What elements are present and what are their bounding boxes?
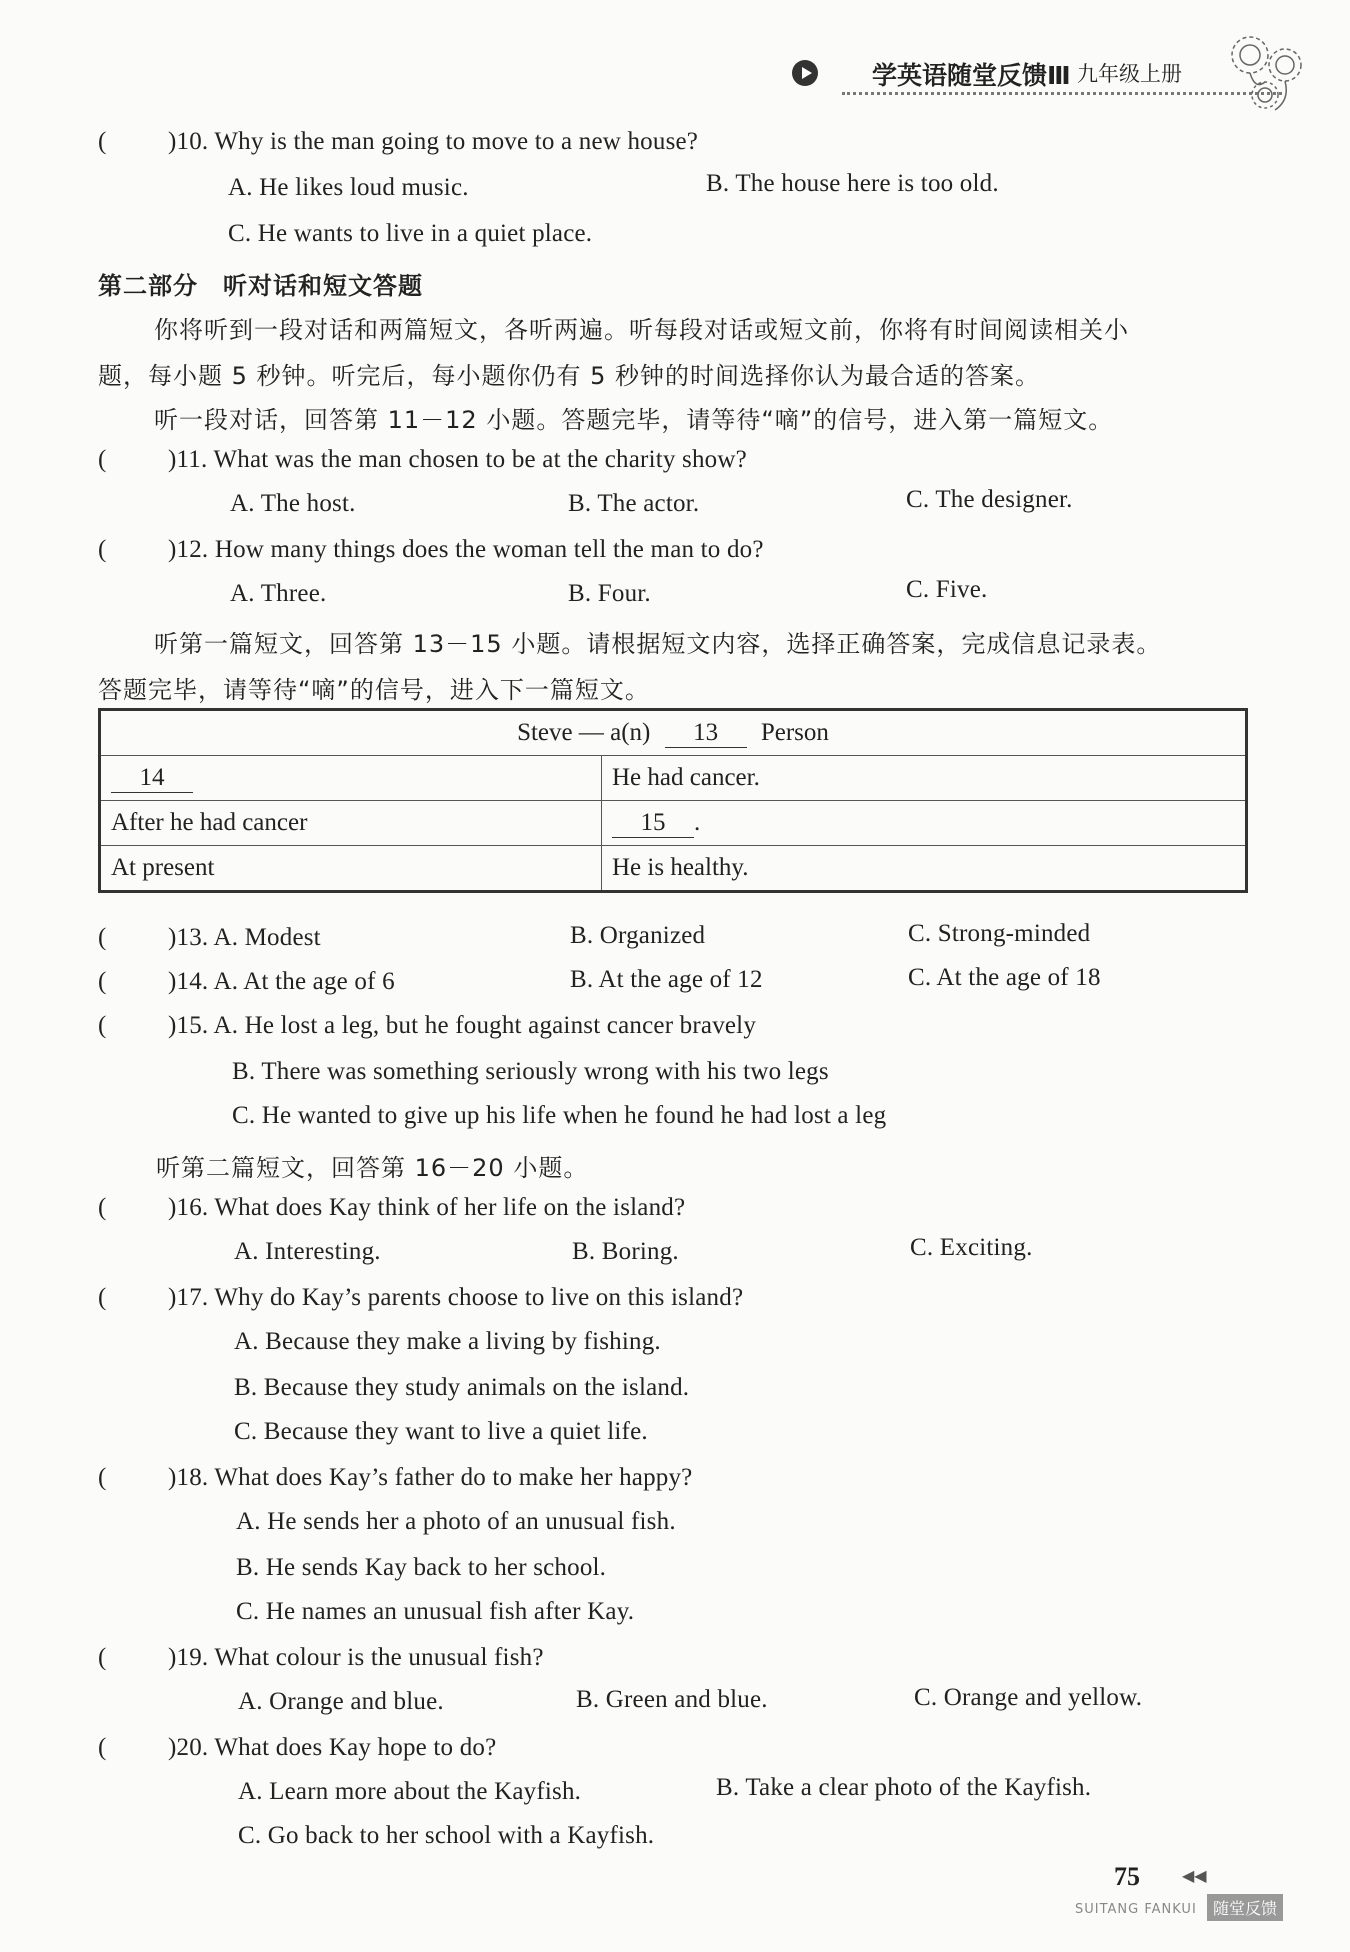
header-divider [842,92,1282,95]
q11-option-a: A. The host. [230,490,356,517]
book-grade: 九年级上册 [1077,62,1182,86]
section-title: 第二部分 听对话和短文答题 [98,272,423,300]
q18-option-a: A. He sends her a photo of an unusual fish. [236,1508,676,1535]
table-row [100,801,1247,846]
blank-13[interactable]: 13 [665,719,747,748]
play-icon [792,60,818,86]
blank-15[interactable]: 15 [612,809,694,838]
question-18: ( )18. What does Kay’s father do to make her happy? [98,1464,693,1491]
section-instructions-line-2: 题，每小题 5 秒钟。听完后，每小题你仍有 5 秒钟的时间选择你认为最合适的答案。 [98,362,1041,390]
section-instructions-line-1: 你将听到一段对话和两篇短文，各听两遍。听每段对话或短文前，你将有时间阅读相关小 [154,316,1129,344]
q16-option-a: A. Interesting. [234,1238,381,1265]
q17-option-a: A. Because they make a living by fishing. [234,1328,661,1355]
question-11: ( )11. What was the man chosen to be at the charity show? [98,446,747,473]
footer-tag: 随堂反馈 [1207,1894,1283,1921]
blank-14[interactable]: 14 [111,764,193,793]
q13-option-c: C. Strong-minded [908,920,1091,947]
q19-option-b: B. Green and blue. [576,1686,768,1713]
table-row [100,846,1247,892]
table-row [100,710,1247,756]
info-record-table [98,708,1248,893]
table-row [100,756,1247,801]
question-15: ( )15. A. He lost a leg, but he fought against cancer bravely [98,1012,757,1039]
q11-option-b: B. The actor. [568,490,700,517]
q12-option-a: A. Three. [230,580,327,607]
q16-option-b: B. Boring. [572,1238,679,1265]
footer-brand: SUITANG FANKUI [1075,1902,1197,1917]
table-cell: 15 . [602,801,1247,846]
table-cell: After he had cancer [100,801,602,846]
table-header-cell: Steve — a(n) 13 Person [100,710,1247,756]
question-19: ( )19. What colour is the unusual fish? [98,1644,544,1671]
question-20: ( )20. What does Kay hope to do? [98,1734,497,1761]
passage1-instructions-line-2: 答题完毕，请等待“嘀”的信号，进入下一篇短文。 [98,676,650,704]
q19-option-c: C. Orange and yellow. [914,1684,1143,1711]
question-12: ( )12. How many things does the woman tell the man to do? [98,536,764,563]
q18-option-b: B. He sends Kay back to her school. [236,1554,607,1581]
q20-option-b: B. Take a clear photo of the Kayfish. [716,1774,1092,1801]
q17-option-c: C. Because they want to live a quiet life. [234,1418,648,1445]
passage1-instructions-line-1: 听第一篇短文，回答第 13－15 小题。请根据短文内容，选择正确答案，完成信息记录表。 [154,630,1162,658]
passage2-instructions: 听第二篇短文，回答第 16－20 小题。 [156,1154,589,1182]
table-cell: He had cancer. [602,756,1247,801]
q19-option-a: A. Orange and blue. [238,1688,444,1715]
q14-option-c: C. At the age of 18 [908,964,1101,991]
question-16: ( )16. What does Kay think of her life on the island? [98,1194,686,1221]
sunflower-decoration-icon [1220,20,1320,120]
table-cell: At present [100,846,602,892]
table-cell [100,756,602,801]
q18-option-c: C. He names an unusual fish after Kay. [236,1598,635,1625]
q13-option-b: B. Organized [570,922,706,949]
q11-option-c: C. The designer. [906,486,1073,513]
q12-option-b: B. Four. [568,580,651,607]
question-17: ( )17. Why do Kay’s parents choose to live on this island? [98,1284,744,1311]
q20-option-c: C. Go back to her school with a Kayfish. [238,1822,655,1849]
q10-option-c: C. He wants to live in a quiet place. [228,220,593,247]
table-cell: He is healthy. [602,846,1247,892]
page-number: 75 [1114,1862,1140,1891]
q12-option-c: C. Five. [906,576,988,603]
question-10: ( )10. Why is the man going to move to a new house? [98,128,699,155]
double-arrow-left-icon: ◀◀ [1182,1868,1207,1885]
q15-option-c: C. He wanted to give up his life when he found he had lost a leg [232,1102,887,1129]
q15-option-b: B. There was something seriously wrong with his two legs [232,1058,829,1085]
q10-option-a: A. He likes loud music. [228,174,469,201]
q17-option-b: B. Because they study animals on the island. [234,1374,690,1401]
q14-option-b: B. At the age of 12 [570,966,763,993]
q16-option-c: C. Exciting. [910,1234,1033,1261]
q10-option-b: B. The house here is too old. [706,170,999,197]
question-13: ( )13. A. Modest [98,924,321,951]
question-14: ( )14. A. At the age of 6 [98,968,395,995]
q20-option-a: A. Learn more about the Kayfish. [238,1778,582,1805]
book-title: 学英语随堂反馈Ⅲ [872,61,1071,90]
dialog-instructions: 听一段对话，回答第 11－12 小题。答题完毕，请等待“嘀”的信号，进入第一篇短文。 [154,406,1114,434]
